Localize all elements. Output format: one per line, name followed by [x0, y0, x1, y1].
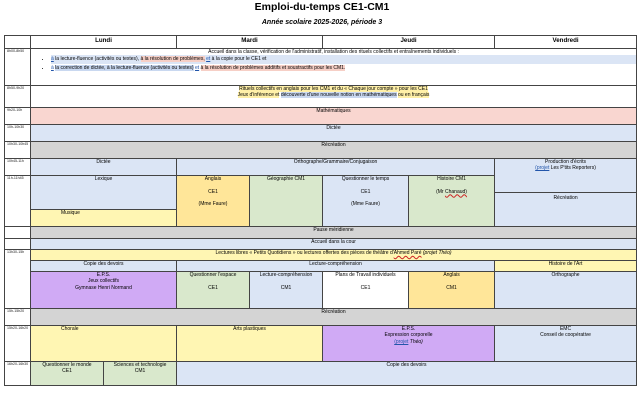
row-5: [5, 159, 637, 176]
qle-label: Questionner l'espace: [189, 272, 237, 278]
st-level: CM1: [134, 368, 146, 375]
vendredi-recreation: [495, 193, 637, 227]
emc-label: EMC: [559, 326, 572, 332]
plans-travail-cell: [323, 272, 409, 309]
maths-cell: Mathématiques: [31, 108, 637, 125]
day-header-mardi: Mardi: [177, 36, 323, 49]
eps-cell: [31, 272, 177, 309]
qle-level: CE1: [208, 284, 218, 291]
text-d: à la résolution de problèmes additifs et soustractifs pour les CM1.: [200, 64, 346, 71]
qm-label: Questionner le monde: [42, 362, 92, 368]
time-header: [5, 36, 31, 49]
musique-cell: Musique: [31, 210, 177, 227]
accueil-cour-cell: Accueil dans la cour: [31, 239, 637, 250]
row-rituels: [5, 86, 637, 108]
row-recreation-pm: [5, 309, 637, 326]
lectures-a: Lectures libres « Petits Quotidiens » ou lectures offertes des pièces de théâtre d': [215, 250, 394, 256]
row-lectures: [5, 250, 637, 261]
recreation-pm-cell: Récréation: [31, 309, 637, 326]
page-subtitle: Année scolaire 2025-2026, période 3: [261, 19, 383, 26]
accueil-intro: Accueil dans la classe, vérification de l'administratif, installation des rituels collectifs et entraînements individuels :: [208, 49, 459, 55]
orthographe-vendredi-cell: Orthographe: [495, 272, 637, 309]
anglais-label: Anglais: [204, 176, 222, 182]
time-slot: 8h50-9h20: [5, 86, 31, 108]
sciences-cell: [104, 362, 177, 386]
accueil-item-ce1: [51, 55, 636, 63]
text-c: à la résolution de problèmes,: [140, 56, 205, 63]
rituels-cell: [31, 86, 637, 108]
histoire-teacher-a: (Mr: [436, 188, 444, 195]
st-label: Sciences et technologie: [113, 362, 167, 368]
eps2-projet-b: Théo): [409, 338, 423, 345]
emc-cell: [495, 326, 637, 362]
anglais-ce1-cell: [177, 176, 250, 227]
lectures-b: Ahmed Paré: [393, 250, 422, 256]
accueil-list: [31, 55, 636, 72]
orthographe-cell: Orthographe/Grammaire/Conjugaison: [177, 159, 495, 176]
page-title: Emploi-du-temps CE1-CM1: [254, 1, 390, 13]
rituels-line2c: ou en français: [397, 92, 430, 99]
vendredi-recreation-label: Récréation: [553, 195, 578, 201]
row-12: [5, 326, 637, 362]
anglais-cm1-cell: [409, 272, 495, 309]
accueil-item-cm1: [51, 64, 636, 72]
lecture-comprehension-cell: Lecture-compréhension: [177, 261, 495, 272]
day-header-vendredi: Vendredi: [495, 36, 637, 49]
time-slot: 15h20-16h20: [5, 326, 31, 362]
accueil-cell: [31, 49, 637, 86]
recreation-cell: [31, 142, 637, 159]
time-slot-empty: [5, 239, 31, 250]
text-a: à: [51, 56, 54, 63]
dictee-cell: Dictée: [31, 125, 637, 142]
qlt-label: Questionner le temps: [341, 176, 390, 182]
anglais-teacher: (Mme Faure): [198, 201, 228, 208]
geographie-cell: Géographie CM1: [250, 176, 323, 227]
eps2-label: E.P.S.: [401, 326, 416, 332]
row-pause: [5, 227, 637, 239]
production-ecrits: [495, 159, 637, 193]
time-slot-empty: [5, 227, 31, 239]
text-b: la correction de dictée, à la lecture-fluence (activités ou textes): [55, 64, 194, 71]
pause-cell: Pause méridienne: [31, 227, 637, 239]
qlt-level: CE1: [360, 188, 371, 195]
rituels-line2b: découverte d'une nouvelle notion en mathématiques: [280, 92, 397, 99]
rituels-line2a: Jeux d'inférence et: [237, 92, 280, 99]
arts-plastiques-cell: Arts plastiques: [177, 326, 323, 362]
row-dictee: [5, 125, 637, 142]
text-d: et: [206, 56, 211, 63]
timetable: [4, 35, 637, 386]
copie-devoirs-fin-cell: Copie des devoirs: [177, 362, 637, 386]
lecture-comp-cm1-cell: [250, 272, 323, 309]
projet-word: (projet: [535, 165, 550, 172]
eps2-projet-a: (projet: [394, 338, 409, 345]
row-recreation: [5, 142, 637, 159]
projet-name: Les P'tits Reporters): [550, 165, 596, 172]
text-c: et: [194, 64, 200, 71]
eps-label: E.P.S.: [96, 272, 111, 278]
row-10: [5, 272, 637, 309]
anglais-level: CE1: [208, 188, 218, 195]
rituels-line1: Rituels collectifs en anglais pour les CM1 et du « Chaque jour compte » pour les CE1: [239, 86, 428, 92]
lc-label: Lecture-compréhension: [259, 272, 313, 278]
eps-activity: Jeux collectifs: [87, 278, 120, 285]
recreation-label: Récréation: [321, 142, 346, 148]
histoire-label: Histoire CM1: [437, 176, 466, 182]
eps-expression-cell: [323, 326, 495, 362]
questionner-monde-cell: [31, 362, 104, 386]
histoire-art-cell: Histoire de l'Art: [495, 261, 637, 272]
qlt-teacher: (Mme Faure): [351, 201, 380, 208]
chorale-cell: Chorale: [31, 326, 177, 362]
time-slot: 8h00-8h50: [5, 49, 31, 86]
anglais-cm1-level: CM1: [446, 284, 457, 291]
time-slot: 16h20-16h30: [5, 362, 31, 386]
time-slot: 10h-10h30: [5, 125, 31, 142]
histoire-teacher-b: Chanaud): [444, 188, 467, 195]
eps-place: Gymnase Henri Normand: [75, 284, 132, 291]
lectures-c: (projet Théo): [422, 250, 452, 256]
row-accueil: [5, 49, 637, 86]
day-header-lundi: Lundi: [31, 36, 177, 49]
row-13: [5, 362, 637, 386]
day-header-jeudi: Jeudi: [323, 36, 495, 49]
time-slot: 9h20-10h: [5, 108, 31, 125]
lc-level: CM1: [280, 284, 292, 291]
lectures-cell: [31, 250, 637, 261]
row-maths: [5, 108, 637, 125]
row-accueil-cour: [5, 239, 637, 250]
plan-label: Plans de Travail individuels: [335, 272, 396, 278]
text-e: à la copie pour le CE1 et: [211, 56, 267, 63]
time-slot: 10h30-10h45: [5, 142, 31, 159]
time-slot: 15h-15h20: [5, 309, 31, 326]
plan-level: CE1: [360, 284, 371, 291]
qm-level: CE1: [62, 368, 72, 375]
anglais-cm1-label: Anglais: [443, 272, 460, 278]
questionner-espace-cell: [177, 272, 250, 309]
time-slot: 13h30-15h: [5, 250, 31, 309]
header-row: [5, 36, 637, 49]
time-slot: 10h45-11h: [5, 159, 31, 176]
copie-devoirs-cell: Copie des devoirs: [31, 261, 177, 272]
questionner-temps-cell: [323, 176, 409, 227]
production-label: Production d'écrits: [545, 159, 587, 165]
eps2-activity: Expression corporelle: [384, 332, 433, 339]
time-slot: 11h-11h45: [5, 176, 31, 227]
emc-activity: Conseil de coopérative: [540, 332, 591, 339]
text-a: à: [51, 64, 54, 71]
text-b: la lecture-fluence (activités ou textes),: [55, 56, 140, 63]
histoire-cm1-cell: [409, 176, 495, 227]
lexique-cell: Lexique: [31, 176, 177, 210]
lundi-dictee: Dictée: [31, 159, 177, 176]
row-9: [5, 261, 637, 272]
